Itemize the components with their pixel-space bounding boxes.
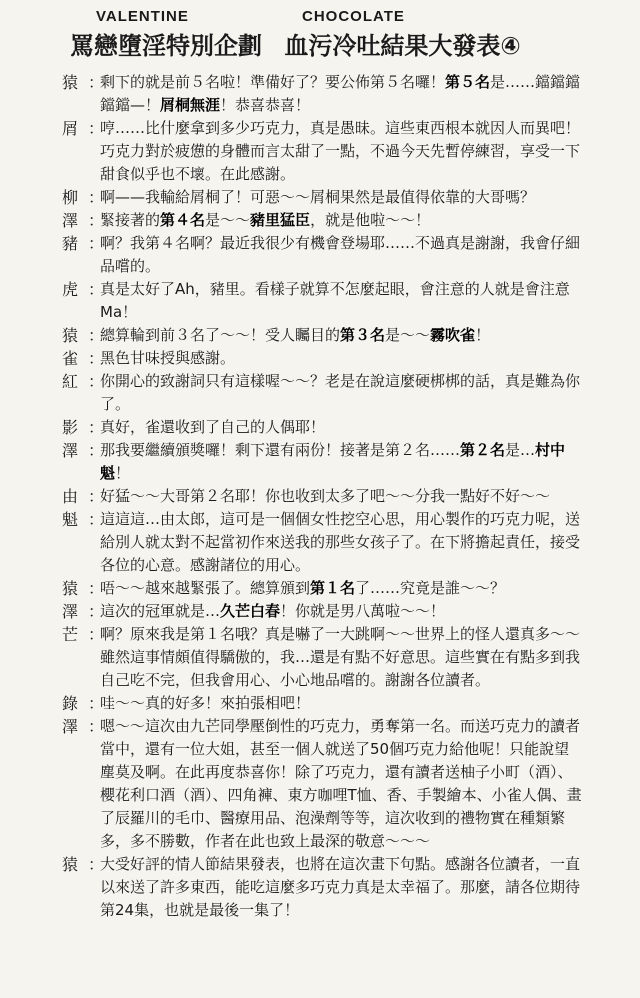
dialogue-segment: 你開心的致謝詞只有這樣喔～～？老是在說這麼硬梆梆的話，真是難為你了。: [100, 372, 581, 413]
speaker-colon: ：: [88, 349, 105, 368]
speaker-colon: ：: [88, 487, 105, 506]
dialogue-entry: [62, 485, 582, 508]
speaker-colon: ：: [88, 211, 105, 230]
speaker-name: 澤: [62, 717, 79, 736]
speaker-name: 由: [62, 487, 79, 506]
dialogue-segment: 嗯～～這次由九芒同學壓倒性的巧克力，勇奪第一名。而送巧克力的讀者當中，還有一位大姐，甚至一個人就送了50個巧克力給他呢！只能說望塵莫及啊。在此再度恭喜你！除了巧克力，還有讀者送柚子小町（酒）、櫻花利口酒（酒）、四角褲、東方咖哩T恤、香、手製繪本、小雀人偶、畫了辰羅川的毛巾、醫療用品、泡澡劑等等，這次收到的禮物實在種類繁多，多不勝數，作者在此也致上最深的敬意～～～: [100, 717, 582, 850]
speaker-name: 猿: [62, 855, 79, 874]
dialogue-entry: [62, 209, 582, 232]
speaker-name: 澤: [62, 441, 79, 460]
speaker-name: 猿: [62, 73, 79, 92]
dialogue-segment: 是……鐺鐺鐺鐺鐺—！: [100, 73, 581, 114]
dialogue-text: [100, 623, 582, 692]
dialogue-segment: 唔～～越來越緊張了。總算頒到: [100, 579, 311, 597]
dialogue-segment: 大受好評的情人節結果發表，也將在這次畫下句點。感謝各位讀者，一直以來送了許多東西，能吃這麼多巧克力真是太幸福了。那麼，請各位期待第24集，也就是最後一集了！: [100, 855, 581, 919]
speaker-colon: ：: [88, 694, 105, 713]
highlighted-text: 久芒白春: [220, 602, 281, 620]
dialogue-segment: 是～～: [385, 326, 431, 344]
dialogue-entry: [62, 347, 582, 370]
dialogue-segment: 哼……比什麼拿到多少巧克力，真是愚昧。這些東西根本就因人而異吧！巧克力對於疲憊的身體而言太甜了一點，不過今天先暫停練習，享受一下甜食似乎也不壞。在此感謝。: [100, 119, 581, 183]
speaker-colon: ：: [88, 280, 105, 299]
dialogue-text: [100, 439, 582, 485]
dialogue-text: [100, 485, 582, 508]
dialogue-text: [100, 347, 582, 370]
speaker-colon: ：: [88, 234, 105, 253]
speaker-name: 柳: [62, 188, 79, 207]
speaker-name: 影: [62, 418, 79, 437]
speaker-name: 澤: [62, 211, 79, 230]
dialogue-text: [100, 324, 582, 347]
dialogue-segment: ！你就是男八萬啦～～！: [280, 602, 446, 620]
dialogue-segment: 哇～～真的好多！來拍張相吧！: [100, 694, 311, 712]
speaker-colon: ：: [88, 441, 105, 460]
highlighted-text: 第２名: [460, 441, 506, 459]
speaker-name: 魁: [62, 510, 79, 529]
dialogue-entry: [62, 715, 582, 853]
highlighted-text: 霧吹雀: [430, 326, 476, 344]
speaker-colon: ：: [88, 188, 105, 207]
highlighted-text: 豬里猛臣: [250, 211, 311, 229]
speaker-name: 錄: [62, 694, 79, 713]
speaker-colon: ：: [88, 579, 105, 598]
dialogue-segment: 黑色甘味授與感謝。: [100, 349, 236, 367]
page-header: [0, 8, 640, 68]
dialogue-segment: 緊接著的: [100, 211, 161, 229]
dialogue-text: [100, 692, 582, 715]
speaker-colon: ：: [88, 625, 105, 644]
highlighted-text: 第３名: [340, 326, 386, 344]
speaker-colon: ：: [88, 510, 105, 529]
dialogue-segment: 真好，雀還收到了自己的人偶耶！: [100, 418, 326, 436]
highlighted-text: 村中魁: [100, 441, 566, 482]
dialogue-segment: 啊——我輸給屑桐了！可惡～～屑桐果然是最值得依靠的大哥嗎？: [100, 188, 536, 206]
dialogue-entry: [62, 692, 582, 715]
dialogue-entry: [62, 186, 582, 209]
dialogue-text: [100, 715, 582, 853]
dialogue-text: [100, 853, 582, 922]
english-label-valentine: VALENTINE: [96, 8, 189, 25]
speaker-colon: ：: [88, 602, 105, 621]
speaker-colon: ：: [88, 73, 105, 92]
dialogue-segment: 那我要繼續頒獎囉！剩下還有兩份！接著是第２名……: [100, 441, 461, 459]
dialogue-text: [100, 508, 582, 577]
dialogue-segment: ！恭喜恭喜！: [220, 96, 311, 114]
dialogue-segment: 這這這…由太郎，這可是一個個女性挖空心思，用心製作的巧克力呢，送給別人就太對不起當初作來送我的那些女孩子了。在下將擔起責任，接受各位的心意。感謝諸位的用心。: [100, 510, 581, 574]
dialogue-entry: [62, 508, 582, 577]
page-title-left: 罵戀墮淫特別企劃: [70, 32, 262, 60]
dialogue-segment: 啊？原來我是第１名哦？真是嚇了一大跳啊～～世界上的怪人還真多～～雖然這事情頗值得驕傲的，我…還是有點不好意思。這些實在有點多到我自己吃不完，但我會用心、小心地品嚐的。謝謝各位讀者。: [100, 625, 581, 689]
dialogue-entry: [62, 416, 582, 439]
speaker-name: 猿: [62, 326, 79, 345]
dialogue-entry: [62, 577, 582, 600]
dialogue-entry: [62, 370, 582, 416]
dialogue-segment: 總算輪到前３名了～～！受人矚目的: [100, 326, 341, 344]
dialogue-segment: ！: [115, 464, 131, 482]
speaker-colon: ：: [88, 372, 105, 391]
speaker-colon: ：: [88, 418, 105, 437]
speaker-colon: ：: [88, 855, 105, 874]
dialogue-segment: 了……究竟是誰～～？: [355, 579, 506, 597]
dialogue-entry: [62, 439, 582, 485]
dialogue-entry: [62, 278, 582, 324]
dialogue-segment: 好猛～～大哥第２名耶！你也收到太多了吧～～分我一點好不好～～: [100, 487, 551, 505]
dialogue-entry: [62, 71, 582, 117]
page-title-right: 血污冷吐結果大發表④: [284, 32, 521, 60]
dialogue-entry: [62, 232, 582, 278]
dialogue-segment: ，就是他啦～～！: [310, 211, 431, 229]
speaker-name: 澤: [62, 602, 79, 621]
highlighted-text: 第１名: [310, 579, 356, 597]
dialogue-segment: 啊？我第４名啊？最近我很少有機會登場耶……不過真是謝謝，我會仔細品嚐的。: [100, 234, 581, 275]
dialogue-text: [100, 71, 582, 117]
dialogue-text: [100, 370, 582, 416]
speaker-name: 豬: [62, 234, 79, 253]
dialogue-entry: [62, 117, 582, 186]
speaker-name: 雀: [62, 349, 79, 368]
dialogue-text: [100, 278, 582, 324]
speaker-colon: ：: [88, 326, 105, 345]
dialogue-entry: [62, 600, 582, 623]
dialogue-text: [100, 600, 582, 623]
dialogue-text: [100, 232, 582, 278]
speaker-name: 猿: [62, 579, 79, 598]
dialogue-segment: 真是太好了Ah，豬里。看樣子就算不怎麼起眼，會注意的人就是會注意Ma！: [100, 280, 570, 321]
speaker-name: 虎: [62, 280, 79, 299]
page-title: [70, 26, 630, 62]
dialogue-text: [100, 186, 582, 209]
dialogue-entry: [62, 853, 582, 922]
dialogue-segment: 是…: [505, 441, 536, 459]
dialogue-list: [62, 71, 582, 922]
speaker-name: 紅: [62, 372, 79, 391]
dialogue-entry: [62, 324, 582, 347]
dialogue-entry: [62, 623, 582, 692]
dialogue-text: [100, 416, 582, 439]
dialogue-text: [100, 209, 582, 232]
speaker-colon: ：: [88, 717, 105, 736]
dialogue-segment: ！: [475, 326, 491, 344]
english-label-chocolate: CHOCOLATE: [302, 8, 405, 25]
highlighted-text: 屑桐無涯: [160, 96, 221, 114]
speaker-colon: ：: [88, 119, 105, 138]
highlighted-text: 第４名: [160, 211, 206, 229]
dialogue-segment: 是～～: [205, 211, 251, 229]
dialogue-text: [100, 577, 582, 600]
dialogue-segment: 剩下的就是前５名啦！準備好了？要公佈第５名囉！: [100, 73, 446, 91]
dialogue-segment: 這次的冠軍就是…: [100, 602, 221, 620]
speaker-name: 芒: [62, 625, 79, 644]
dialogue-text: [100, 117, 582, 186]
speaker-name: 屑: [62, 119, 79, 138]
highlighted-text: 第５名: [445, 73, 491, 91]
